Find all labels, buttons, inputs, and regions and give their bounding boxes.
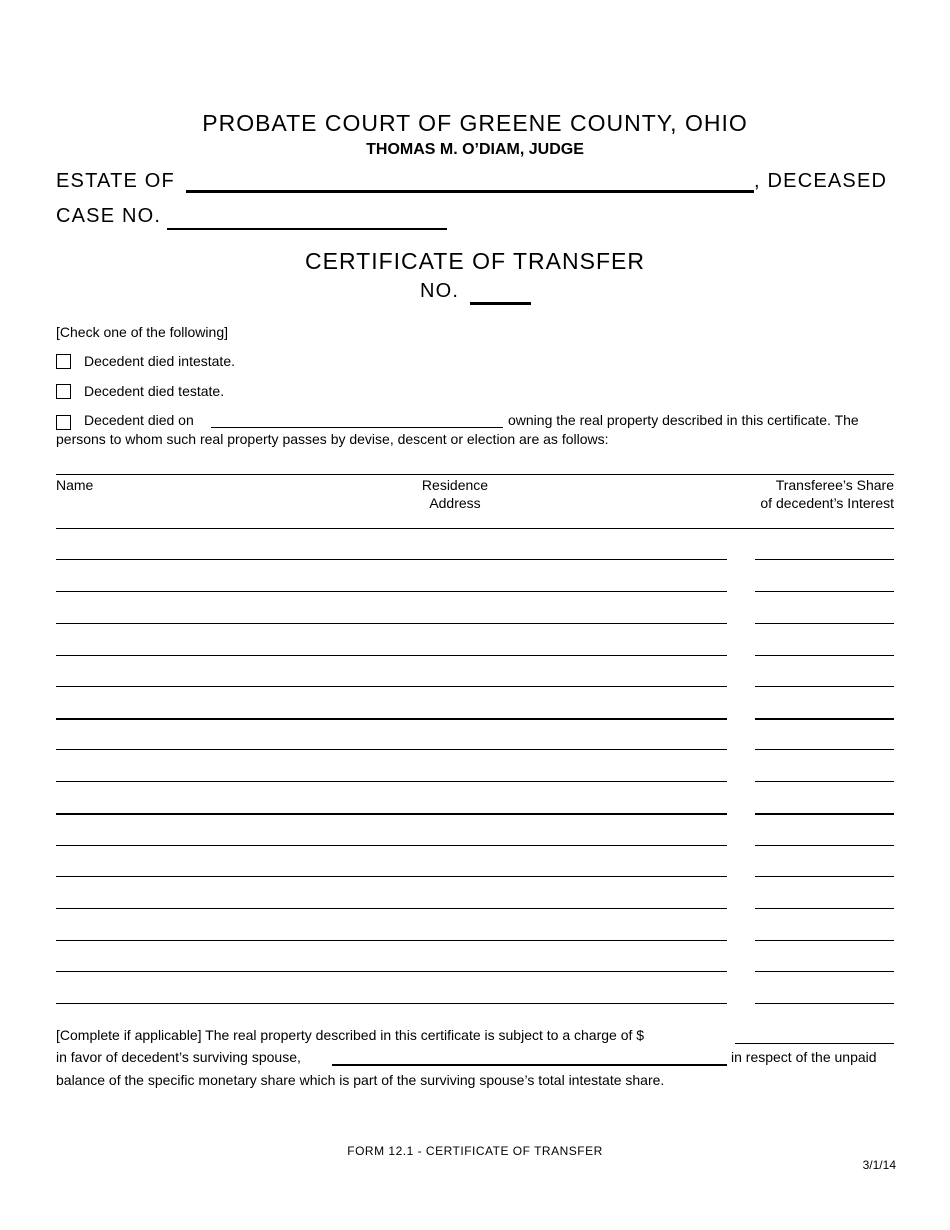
form-footer: FORM 12.1 - CERTIFICATE OF TRANSFER bbox=[347, 1144, 603, 1158]
col-header-address-2: Address bbox=[429, 495, 481, 511]
persons-text: persons to whom such real property passes by devise, descent or election are as follows: bbox=[56, 431, 609, 447]
option-died-on-label: Decedent died on bbox=[84, 412, 194, 428]
date-of-death-field[interactable] bbox=[211, 427, 503, 428]
estate-field[interactable] bbox=[186, 190, 754, 193]
share-entry-line[interactable] bbox=[755, 718, 894, 720]
name-address-entry-line[interactable] bbox=[56, 623, 727, 624]
charge-line-2a: in favor of decedent’s surviving spouse, bbox=[56, 1049, 301, 1065]
table-top-rule bbox=[56, 474, 894, 475]
case-no-label: CASE NO. bbox=[56, 205, 162, 227]
share-entry-line[interactable] bbox=[755, 813, 894, 815]
charge-line-2b: in respect of the unpaid bbox=[731, 1049, 877, 1065]
judge-name: THOMAS M. O’DIAM, JUDGE bbox=[366, 141, 584, 158]
name-address-entry-line[interactable] bbox=[56, 876, 727, 877]
charge-line-3: balance of the specific monetary share which is part of the surviving spouse’s total intestate share. bbox=[56, 1072, 665, 1088]
checkbox-testate[interactable] bbox=[56, 384, 71, 399]
share-entry-line[interactable] bbox=[755, 781, 894, 782]
share-entry-line[interactable] bbox=[755, 559, 894, 560]
name-address-entry-line[interactable] bbox=[56, 845, 727, 846]
certificate-no-label: NO. bbox=[420, 280, 460, 302]
share-entry-line[interactable] bbox=[755, 591, 894, 592]
check-instruction: [Check one of the following] bbox=[56, 324, 228, 340]
checkbox-intestate[interactable] bbox=[56, 354, 71, 369]
name-address-entry-line[interactable] bbox=[56, 971, 727, 972]
charge-line-1: [Complete if applicable] The real property described in this certificate is subject to a charge of $ bbox=[56, 1027, 645, 1043]
case-no-field[interactable] bbox=[167, 228, 447, 230]
share-entry-line[interactable] bbox=[755, 876, 894, 877]
option-testate-label: Decedent died testate. bbox=[84, 383, 225, 399]
deceased-label: , DECEASED bbox=[754, 170, 888, 192]
certificate-title: CERTIFICATE OF TRANSFER bbox=[305, 248, 645, 274]
name-address-entry-line[interactable] bbox=[56, 559, 727, 560]
name-address-entry-line[interactable] bbox=[56, 749, 727, 750]
name-address-entry-line[interactable] bbox=[56, 591, 727, 592]
died-on-continuation: owning the real property described in this certificate. The bbox=[508, 412, 859, 428]
surviving-spouse-field[interactable] bbox=[332, 1064, 727, 1066]
court-title: PROBATE COURT OF GREENE COUNTY, OHIO bbox=[202, 110, 748, 136]
share-entry-line[interactable] bbox=[755, 940, 894, 941]
checkbox-died-on[interactable] bbox=[56, 415, 71, 430]
share-entry-line[interactable] bbox=[755, 749, 894, 750]
share-entry-line[interactable] bbox=[755, 686, 894, 687]
name-address-entry-line[interactable] bbox=[56, 655, 727, 656]
col-header-name: Name bbox=[56, 477, 94, 493]
share-entry-line[interactable] bbox=[755, 655, 894, 656]
name-address-entry-line[interactable] bbox=[56, 781, 727, 782]
col-header-share-1: Transferee’s Share bbox=[775, 477, 894, 493]
share-entry-line[interactable] bbox=[755, 908, 894, 909]
name-address-entry-line[interactable] bbox=[56, 908, 727, 909]
form-date: 3/1/14 bbox=[862, 1158, 896, 1172]
name-address-entry-line[interactable] bbox=[56, 686, 727, 687]
col-header-share-2: of decedent’s Interest bbox=[760, 495, 894, 511]
estate-label: ESTATE OF bbox=[56, 170, 175, 192]
share-entry-line[interactable] bbox=[755, 971, 894, 972]
share-entry-line[interactable] bbox=[755, 845, 894, 846]
share-entry-line[interactable] bbox=[755, 623, 894, 624]
name-address-entry-line[interactable] bbox=[56, 1003, 727, 1004]
name-address-entry-line[interactable] bbox=[56, 940, 727, 941]
share-entry-line[interactable] bbox=[755, 1003, 894, 1004]
certificate-no-field[interactable] bbox=[470, 302, 531, 305]
name-address-entry-line[interactable] bbox=[56, 718, 727, 720]
col-header-address-1: Residence bbox=[421, 477, 489, 493]
option-intestate-label: Decedent died intestate. bbox=[84, 353, 235, 369]
charge-amount-field[interactable] bbox=[735, 1043, 894, 1044]
name-address-entry-line[interactable] bbox=[56, 813, 727, 815]
table-header-rule bbox=[56, 528, 894, 529]
